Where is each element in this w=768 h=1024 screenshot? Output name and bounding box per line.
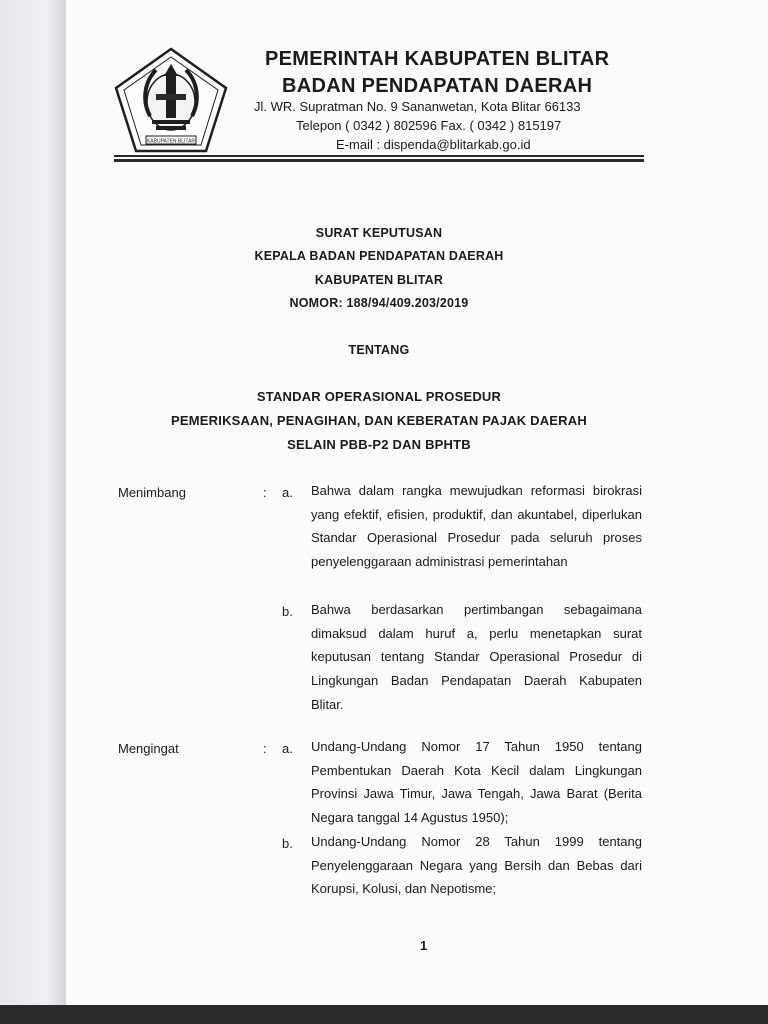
menimbang-item-b-mark: b. — [282, 604, 293, 619]
decree-region: KABUPATEN BLITAR — [314, 273, 444, 287]
mengingat-item-b-mark: b. — [282, 836, 293, 851]
mengingat-item-b-text: Undang-Undang Nomor 28 Tahun 1999 tentang Penyelenggaraan Negara yang Bersih dan Bebas dari Korupsi, Kolusi, dan Nepotisme; — [311, 834, 642, 897]
mengingat-item-a-mark: a. — [282, 741, 293, 756]
letterhead-rule-thin — [114, 155, 644, 157]
agency-email: E-mail : dispenda@blitarkab.go.id — [336, 137, 531, 152]
mengingat-colon: : — [263, 741, 267, 756]
letterhead-rule-thick — [114, 159, 644, 162]
scan-bottom-edge — [0, 1005, 768, 1024]
decree-number: NOMOR: 188/94/409.203/2019 — [289, 296, 469, 310]
agency-phone-fax: Telepon ( 0342 ) 802596 Fax. ( 0342 ) 815197 — [296, 118, 562, 133]
decree-subject-line1: STANDAR OPERASIONAL PROSEDUR — [256, 389, 502, 404]
decree-title: SURAT KEPUTUSAN — [315, 226, 443, 240]
regency-emblem-logo — [112, 46, 230, 154]
agency-name: BADAN PENDAPATAN DAERAH — [282, 75, 593, 97]
decree-subject-line2: PEMERIKSAAN, PENAGIHAN, DAN KEBERATAN PAJAK DAERAH — [171, 413, 587, 428]
menimbang-colon: : — [263, 485, 267, 500]
menimbang-item-b-text: Bahwa berdasarkan pertimbangan sebagaimana dimaksud dalam huruf a, perlu menetapkan surat keputusan tentang Standar Operasional Prosedur di Lingkungan Badan Pendapatan Daerah Kabupaten Blitar. — [311, 602, 642, 712]
decree-issuer: KEPALA BADAN PENDAPATAN DAERAH — [254, 249, 504, 263]
menimbang-item-a-mark: a. — [282, 485, 293, 500]
menimbang-label: Menimbang — [118, 485, 186, 500]
mengingat-item-a-text: Undang-Undang Nomor 17 Tahun 1950 tentang Pembentukan Daerah Kota Kecil dalam Lingkungan Provinsi Jawa Timur, Jawa Tengah, Jawa Barat (Berita Negara tanggal 14 Agustus 1950); — [311, 739, 642, 826]
page-number: 1 — [420, 938, 428, 953]
agency-address: Jl. WR. Supratman No. 9 Sananwetan, Kota Blitar 66133 — [254, 99, 581, 114]
mengingat-label: Mengingat — [118, 741, 179, 756]
government-name: PEMERINTAH KABUPATEN BLITAR — [265, 48, 610, 70]
left-page-edge — [0, 0, 66, 1005]
menimbang-item-a-text: Bahwa dalam rangka mewujudkan reformasi birokrasi yang efektif, efisien, produktif, dan akuntabel, diperlukan Standar Operasional Prosedur pada seluruh proses penyelenggaraan administrasi pemerintahan — [311, 483, 642, 570]
decree-subject-line3: SELAIN PBB-P2 DAN BPHTB — [287, 437, 471, 452]
logo-caption: KABUPATEN BLITAR — [146, 138, 196, 145]
tentang-heading: TENTANG — [348, 343, 410, 357]
